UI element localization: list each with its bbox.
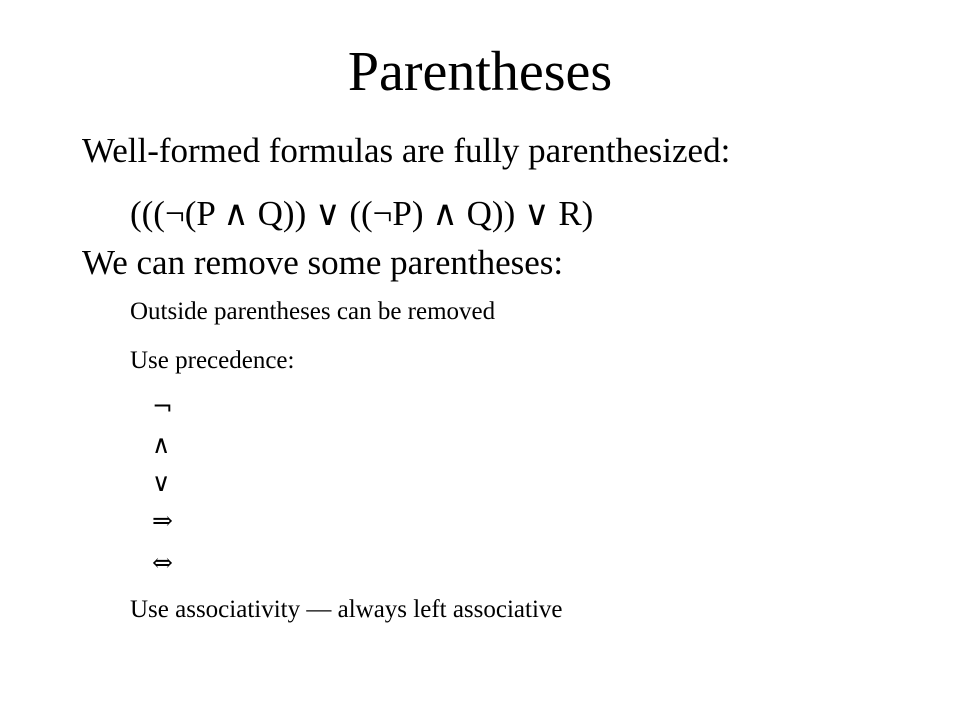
slide-title: Parentheses <box>347 41 613 103</box>
precedence-symbol-implies: ⇒ <box>152 506 173 535</box>
sub-bullet-use-associativity: Use associativity — always left associative <box>130 596 563 623</box>
bullet-wff-fully-parenthesized: Well-formed formulas are fully parenthesized: <box>82 131 731 170</box>
precedence-symbol-and: ∧ <box>152 430 171 459</box>
precedence-symbol-or: ∨ <box>152 468 171 497</box>
bullet-remove-parentheses: We can remove some parentheses: <box>82 243 564 282</box>
formula-example: (((¬(P ∧ Q)) ∨ ((¬P) ∧ Q)) ∨ R) <box>130 194 594 233</box>
sub-bullet-use-precedence: Use precedence: <box>130 347 295 374</box>
precedence-symbol-iff: ⇔ <box>152 548 173 577</box>
precedence-symbol-not: ¬ <box>152 392 173 421</box>
sub-bullet-outside-parentheses: Outside parentheses can be removed <box>130 298 496 325</box>
